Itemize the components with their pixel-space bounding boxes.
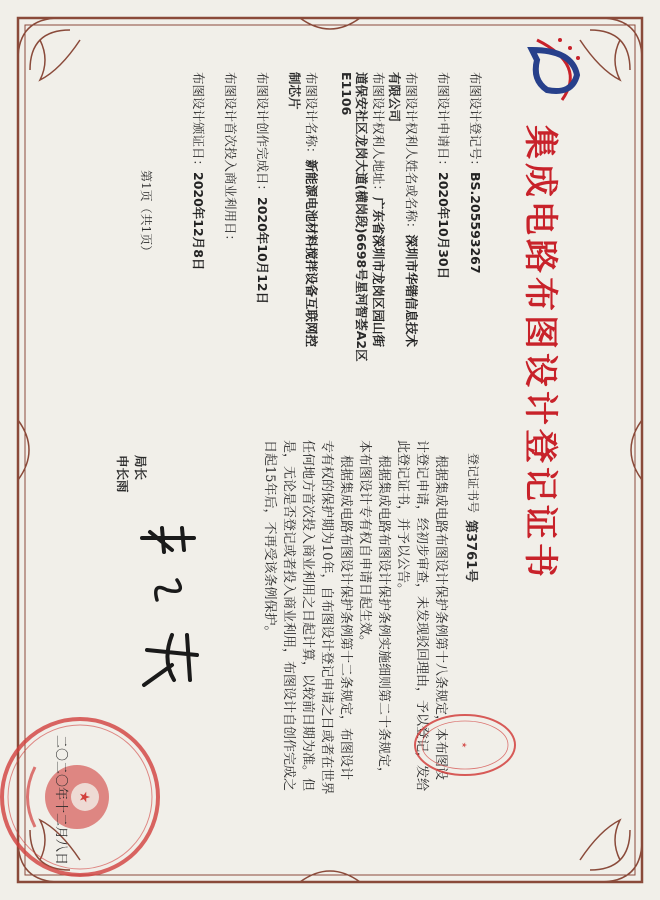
signatory-title: 局长 [133, 455, 148, 481]
field-owner-address-cont: 道保安社区龙岗大道(横岗段)6698号星河智荟A2区 [354, 72, 369, 362]
field-owner-address-cont2: E1106 [339, 72, 354, 116]
svg-text:★: ★ [460, 741, 468, 749]
field-creation-date: 布图设计创作完成日：2020年10月12日 [255, 72, 270, 305]
design-special-seal [410, 710, 520, 780]
body-p1-l3: 此登记证书，并予以公告。 [395, 440, 410, 597]
field-owner-name-cont: 有限公司 [387, 72, 402, 123]
body-p3-l1: 根据集成电路布图设计保护条例第十二条规定，布图设计 [338, 455, 353, 781]
page-number: 第1页（共1页） [139, 170, 153, 258]
body-p1-l1: 根据集成电路布图设计保护条例第十八条规定，本布图设 [433, 455, 448, 781]
cert-number: 第3761号 [463, 520, 478, 583]
signatory-name: 申长雨 [115, 455, 130, 493]
national-seal [0, 712, 165, 882]
ic-layout-logo-icon [522, 30, 592, 110]
field-registration-no: 布图设计登记号：BS.205593267 [468, 72, 483, 274]
cert-number-label: 登记证书号 [466, 453, 480, 514]
body-p3-l3: 任何地方首次投入商业利用之日起计算，以较前日期为准。但 [300, 440, 315, 792]
certificate-title: 集成电路布图设计登记证书 [520, 125, 560, 581]
field-owner-name: 布图设计权利人姓名或名称：深圳市华锴信息技术 [404, 72, 419, 348]
field-owner-address: 布图设计权利人地址：广东省深圳市龙岗区园山街 [371, 72, 386, 348]
body-p2-l2: 本布图设计专有权自申请日起生效。 [357, 440, 372, 649]
field-application-date: 布图设计申请日：2020年10月30日 [436, 72, 451, 280]
body-p1-l2: 计登记申请，经初步审查，未发现驳回理由，予以登记，发给 [414, 440, 429, 792]
handwritten-signature [132, 520, 202, 700]
field-design-name: 布图设计名称：新能源电池材料搅拌设备互联网控 [304, 72, 319, 348]
body-p3-l2: 专有权的保护期为10年，自布图设计登记申请之日或者在世界 [319, 440, 334, 795]
field-first-commercial-date: 布图设计首次投入商业利用日： [223, 72, 238, 248]
field-design-name-cont: 制芯片 [287, 72, 302, 110]
issue-date-cn: 二〇二〇年十二月八日 [53, 735, 68, 866]
svg-text:★: ★ [76, 790, 92, 804]
body-p3-l5: 日起15年后，不再受该条例保护。 [262, 440, 277, 639]
body-p2-l1: 根据集成电路布图设计保护条例实施细则第二十条规定， [376, 455, 391, 781]
body-p3-l4: 是，无论是否登记或者投入商业利用，布图设计自创作完成之 [281, 440, 296, 792]
field-issue-date: 布图设计颁证日：2020年12月8日 [191, 72, 206, 271]
